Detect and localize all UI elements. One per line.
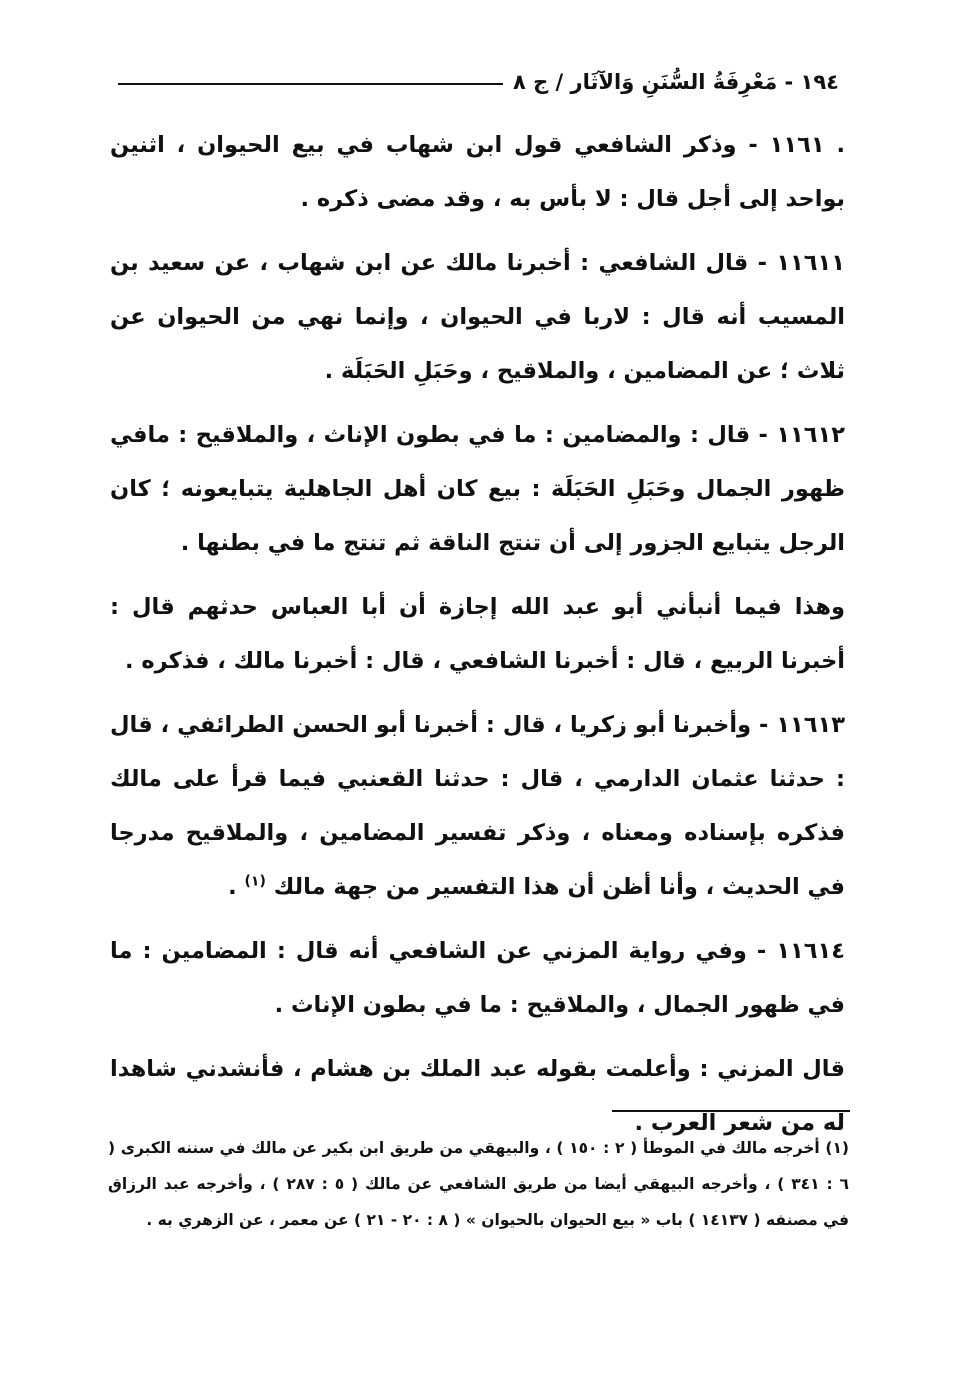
page-header [118,62,839,102]
running-title: ١٩٤ - مَعْرِفَةُ السُّنَنِ وَالآثَار / ج ٨ [512,70,839,94]
footnote-reference[interactable]: (١) [244,873,266,890]
paragraph: وهذا فيما أنبأني أبو عبد الله إجازة أن أبا العباس حدثهم قال : أخبرنا الربيع ، قال : أخبرنا الشافعي ، قال : أخبرنا مالك ، فذكره . [110,594,845,674]
footnotes [108,1130,849,1238]
header-rule [118,83,503,85]
paragraph: قال المزني : وأعلمت بقوله عبد الملك بن هشام ، فأنشدني شاهدا له من شعر العرب . [110,1056,845,1136]
paragraph: . ١١٦١ - وذكر الشافعي قول ابن شهاب في بيع الحيوان ، اثنين بواحد إلى أجل قال : لا بأس به ، وقد مضى ذكره . [110,132,845,212]
paragraph: ١١٦١٤ - وفي رواية المزني عن الشافعي أنه قال : المضامين : ما في ظهور الجمال ، والملاقيح : ما في بطون الإناث . [110,938,845,1018]
main-text [110,118,845,1160]
footnote-separator [612,1110,850,1112]
footnote: (١) أخرجه مالك في الموطأ ( ٢ : ١٥٠ ) ، والبيهقي من طريق ابن بكير عن مالك في سننه الكبرى ( ٦ : ٣٤١ ) ، وأخرجه البيهقي أيضا من طريق الشافعي عن مالك ( ٥ : ٢٨٧ ) ، وأخرجه عبد الرزاق في مصنفه ( ١٤١٣٧ ) باب « بيع الحيوان بالحيوان » ( ٨ : ٢٠ - ٢١ ) عن معمر ، عن الزهري به . [108,1139,849,1229]
paragraph: ١١٦١٢ - قال : والمضامين : ما في بطون الإناث ، والملاقيح : مافي ظهور الجمال وحَبَلِ الحَبَلَة : بيع كان أهل الجاهلية يتبايعونه ؛ كان الرجل يتبايع الجزور إلى أن تنتج الناقة ثم تنتج ما في بطنها . [110,422,845,556]
paragraph-end: . [228,874,245,900]
paragraph: ١١٦١٣ - وأخبرنا أبو زكريا ، قال : أخبرنا أبو الحسن الطرائفي ، قال : حدثنا عثمان الدارمي ، قال : حدثنا القعنبي فيما قرأ على مالك فذكره بإسناده ومعناه ، وذكر تفسير المضامين ، والملاقيح مدرجا في الحديث ، وأنا أظن أن هذا التفسير من جهة مالك $^{(١)}$ . [110,712,845,900]
paragraph: ١١٦١١ - قال الشافعي : أخبرنا مالك عن ابن شهاب ، عن سعيد بن المسيب أنه قال : لاربا في الحيوان ، وإنما نهي من الحيوان عن ثلاث ؛ عن المضامين ، والملاقيح ، وحَبَلِ الحَبَلَة . [110,250,845,384]
